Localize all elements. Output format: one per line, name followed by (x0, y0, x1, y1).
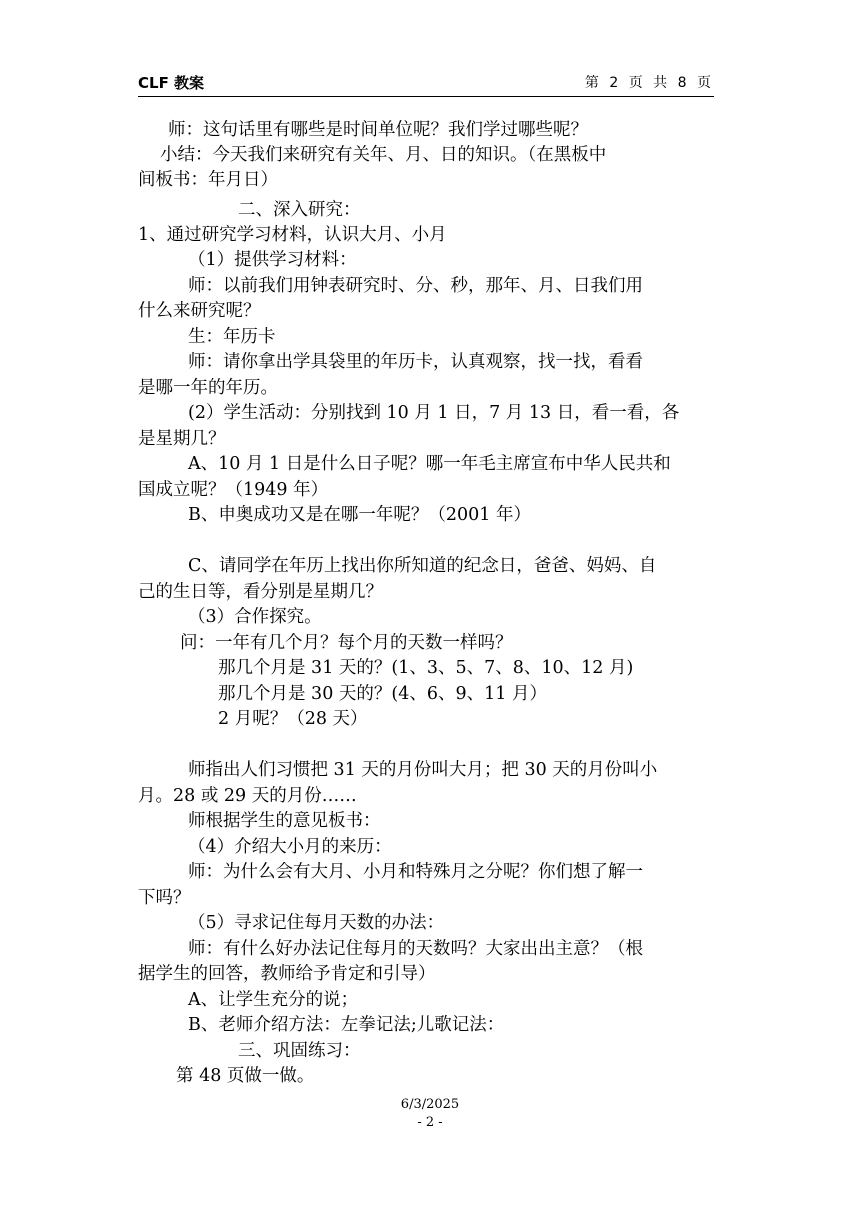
section-heading: 三、巩固练习： (238, 1041, 361, 1061)
text-line: B、老师介绍方法：左拳记法;儿歌记法： (188, 1015, 505, 1035)
text-line: 师根据学生的意见板书： (188, 811, 381, 831)
text-line: 2 月呢？（28 天） (218, 709, 368, 729)
text-line: 那几个月是 31 天的？(1、3、5、7、8、10、12 月) (218, 658, 634, 678)
text-line: 师：有什么好办法记住每月的天数吗？大家出出主意？（根 (188, 939, 643, 959)
footer-date: 6/3/2025 (400, 1097, 460, 1112)
text-line: 师：为什么会有大月、小月和特殊月之分呢？你们想了解一 (188, 862, 643, 882)
section-heading: 二、深入研究： (238, 200, 361, 220)
text-line: 是哪一年的年历。 (138, 378, 278, 398)
text-line: 国成立呢？（1949 年） (138, 480, 329, 500)
text-line: 师：请你拿出学具袋里的年历卡，认真观察，找一找，看看 (188, 352, 643, 372)
text-line: 师：这句话里有哪些是时间单位呢？我们学过哪些呢？ (168, 120, 588, 140)
text-line: 小结：今天我们来研究有关年、月、日的知识。（在黑板中 (160, 145, 607, 165)
footer-page-number: - 2 - (417, 1115, 443, 1130)
text-line: 月。28 或 29 天的月份…… (138, 786, 357, 806)
text-line: （1）提供学习材料： (188, 250, 357, 270)
text-line: A、让学生充分的说； (188, 990, 359, 1010)
text-line: （5）寻求记住每月天数的办法： (188, 913, 445, 933)
text-line: （4）介绍大小月的来历： (188, 837, 392, 857)
text-line: 据学生的回答，教师给予肯定和引导） (138, 964, 436, 984)
text-line: 问：一年有几个月？每个月的天数一样吗？ (180, 633, 513, 653)
text-line: 什么来研究呢？ (138, 301, 261, 321)
header-title: CLF 教案 (138, 74, 205, 92)
text-line: 师：以前我们用钟表研究时、分、秒，那年、月、日我们用 (188, 276, 643, 296)
text-line: （3）合作探究。 (188, 607, 322, 627)
text-line: B、申奥成功又是在哪一年呢？（2001 年） (188, 505, 531, 525)
text-line: 是星期几？ (138, 429, 226, 449)
text-line: 间板书：年月日） (138, 170, 278, 190)
text-line: 己的生日等，看分别是星期几？ (138, 582, 383, 602)
text-line: 生：年历卡 (188, 327, 276, 347)
text-line: C、请同学在年历上找出你所知道的纪念日，爸爸、妈妈、自 (188, 556, 657, 576)
text-line: 师指出人们习惯把 31 天的月份叫大月；把 30 天的月份叫小 (188, 760, 658, 780)
text-line: 第 48 页做一做。 (176, 1066, 315, 1086)
text-line: (2）学生活动：分别找到 10 月 1 日，7 月 13 日，看一看，各 (188, 403, 680, 423)
header-page-count: 第 2 页 共 8 页 (584, 75, 714, 91)
text-line: 1、通过研究学习材料，认识大月、小月 (138, 225, 447, 245)
page-header (138, 74, 714, 97)
text-line: 下吗？ (138, 888, 191, 908)
text-line: 那几个月是 30 天的？(4、6、9、11 月） (218, 684, 547, 704)
text-line: A、10 月 1 日是什么日子呢？哪一年毛主席宣布中华人民共和 (188, 454, 671, 474)
